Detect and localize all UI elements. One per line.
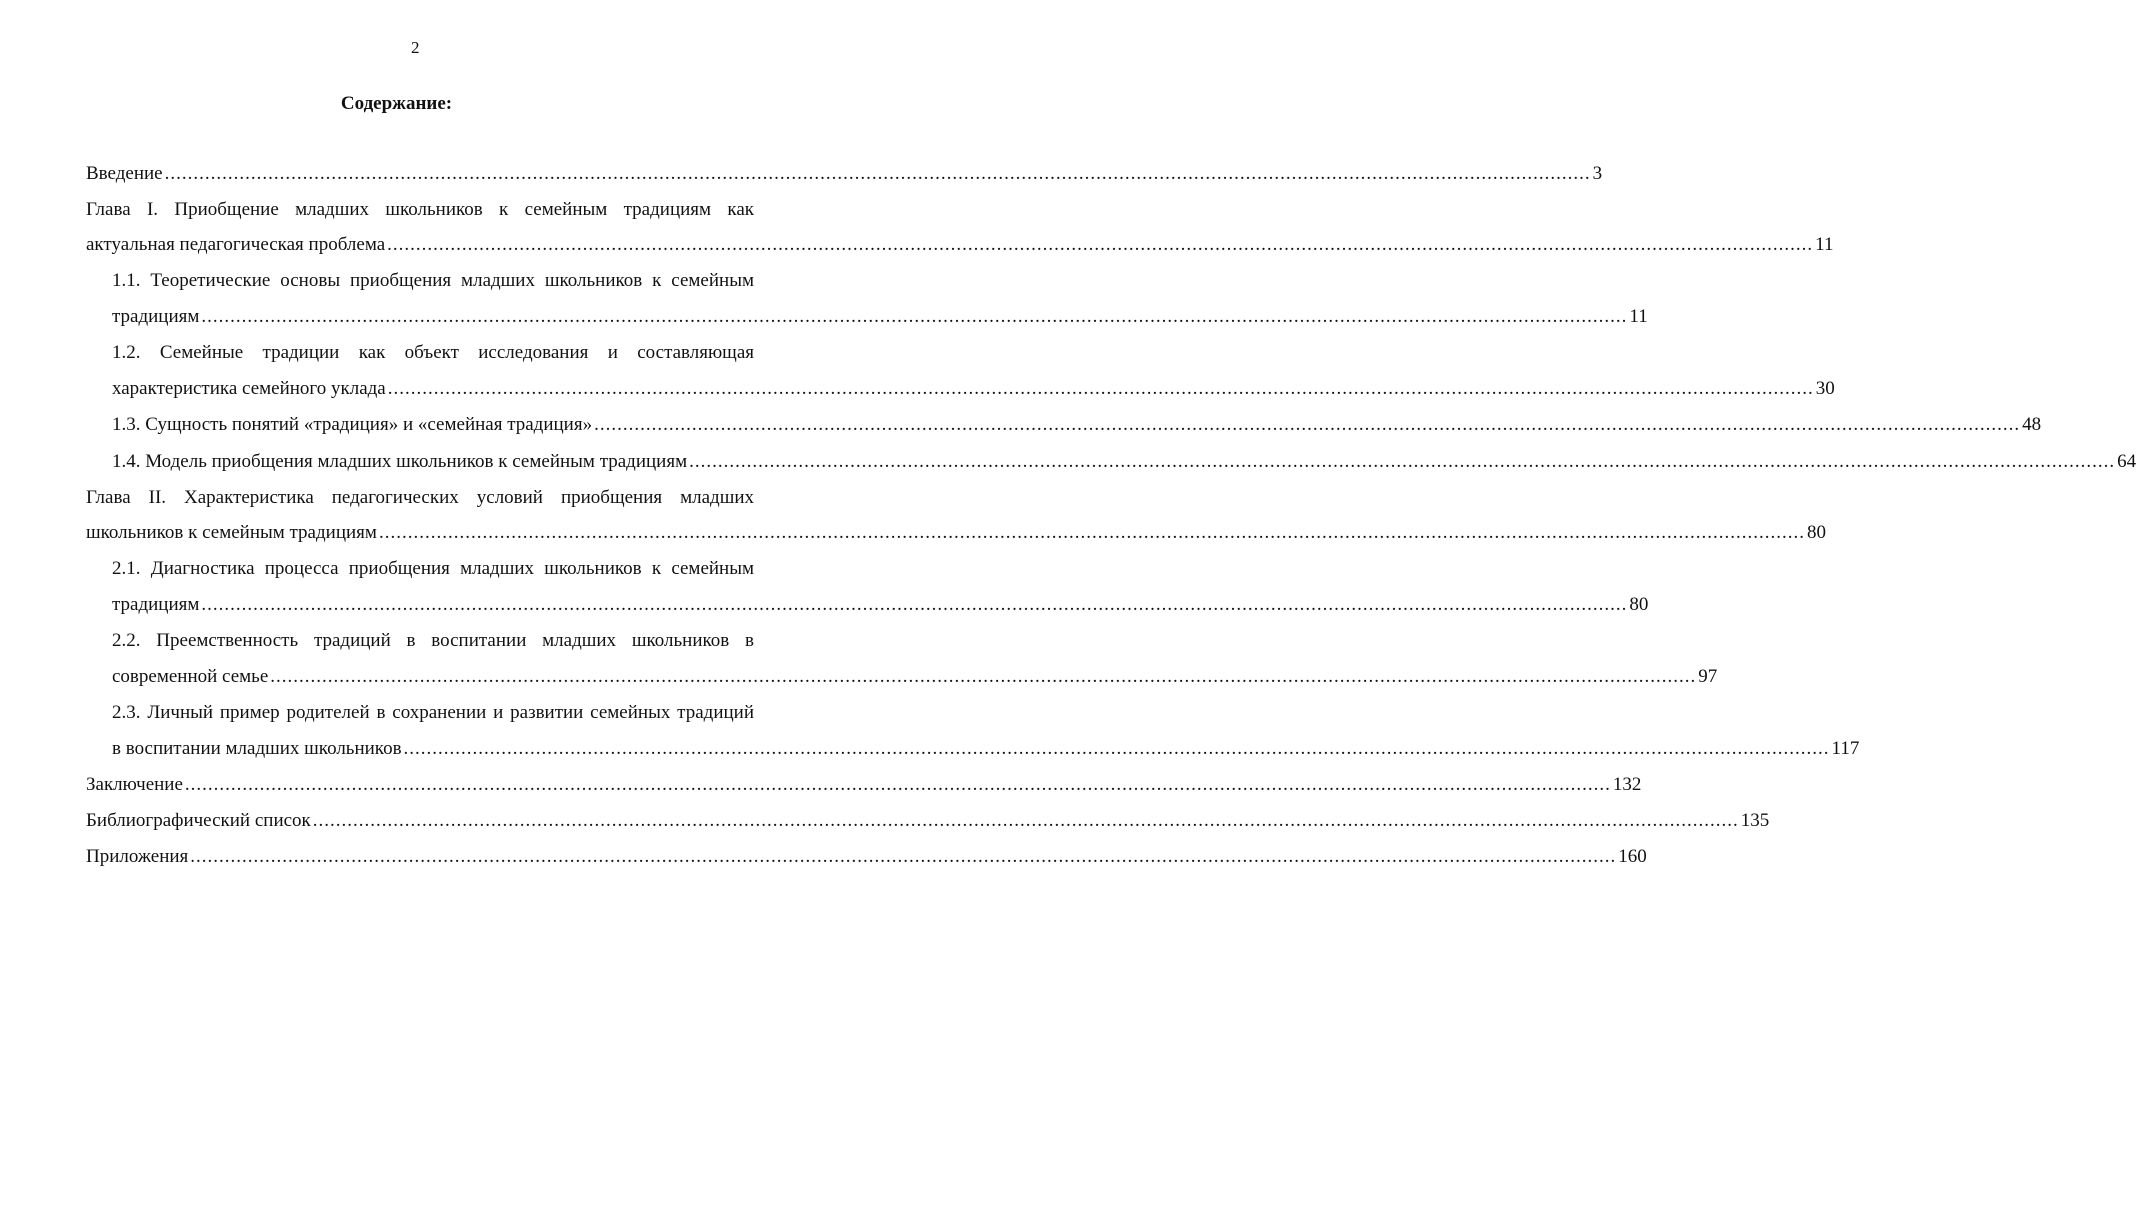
toc-entry-text: 1.4. Модель приобщения младших школьников к семейным традициям — [112, 451, 688, 472]
page-title: Содержание: — [340, 93, 453, 114]
toc-section-1-1-line1: 1.1. Теоретические основы приобщения младших школьников к семейным — [112, 270, 754, 291]
toc-entry-text: Введение — [86, 163, 163, 184]
dot-leader: ........................................................................................................................................................................................................................................................ — [201, 594, 1628, 615]
dot-leader: ........................................................................................................................................................................................................................................................ — [403, 738, 1830, 759]
toc-page-number: 80 — [1806, 522, 1826, 543]
toc-entry-text: современной семье — [112, 666, 269, 687]
dot-leader: ........................................................................................................................................................................................................................................................ — [164, 163, 1591, 184]
toc-entry-text: школьников к семейным традициям — [86, 522, 377, 543]
toc-entry-text: характеристика семейного уклада — [112, 378, 386, 399]
toc-entry-section-2-3 — [112, 737, 1860, 761]
toc-entry-chapter-2 — [86, 521, 1826, 545]
toc-page-number: 160 — [1618, 846, 1647, 867]
toc-page-number: 48 — [2022, 414, 2042, 435]
toc-entry-chapter-1 — [86, 233, 1834, 257]
toc-entry-text: Заключение — [86, 774, 183, 795]
dot-leader: ........................................................................................................................................................................................................................................................ — [387, 234, 1814, 255]
dot-leader: ........................................................................................................................................................................................................................................................ — [270, 666, 1697, 687]
toc-entry-text: в воспитании младших школьников — [112, 738, 402, 759]
toc-page-number: 11 — [1629, 306, 1648, 327]
dot-leader: ........................................................................................................................................................................................................................................................ — [387, 378, 1814, 399]
dot-leader: ........................................................................................................................................................................................................................................................ — [594, 414, 2021, 435]
toc-entry-text: актуальная педагогическая проблема — [86, 234, 386, 255]
dot-leader: ........................................................................................................................................................................................................................................................ — [378, 522, 1805, 543]
dot-leader: ........................................................................................................................................................................................................................................................ — [190, 846, 1617, 867]
dot-leader: ........................................................................................................................................................................................................................................................ — [689, 451, 2116, 472]
toc-entry-section-1-2 — [112, 377, 1835, 401]
toc-entry-text: Приложения — [86, 846, 189, 867]
toc-entry-text: традициям — [112, 594, 200, 615]
toc-entry-section-1-1 — [112, 305, 1648, 329]
dot-leader: ........................................................................................................................................................................................................................................................ — [184, 774, 1611, 795]
toc-entry-section-1-4 — [112, 450, 2136, 474]
toc-entry-section-2-1 — [112, 593, 1649, 617]
toc-section-2-2-line1: 2.2. Преемственность традиций в воспитании младших школьников в — [112, 630, 754, 651]
toc-page-number: 135 — [1740, 810, 1770, 831]
dot-leader: ........................................................................................................................................................................................................................................................ — [312, 810, 1739, 831]
toc-entry-conclusion — [86, 773, 1642, 797]
toc-chapter-2-line1: Глава II. Характеристика педагогических условий приобщения младших — [86, 487, 754, 508]
toc-page-number: 132 — [1612, 774, 1642, 795]
toc-page-number: 11 — [1815, 234, 1834, 255]
toc-page-number: 80 — [1629, 594, 1649, 615]
toc-entry-text: Библиографический список — [86, 810, 311, 831]
toc-page-number: 97 — [1698, 666, 1718, 687]
toc-section-2-1-line1: 2.1. Диагностика процесса приобщения младших школьников к семейным — [112, 558, 754, 579]
toc-chapter-1-line1: Глава I. Приобщение младших школьников к семейным традициям как — [86, 199, 754, 220]
toc-page-number: 3 — [1592, 163, 1603, 184]
toc-entry-introduction — [86, 162, 1603, 186]
dot-leader: ........................................................................................................................................................................................................................................................ — [201, 306, 1628, 327]
page-number: 2 — [411, 38, 420, 57]
toc-entry-text: 1.3. Сущность понятий «традиция» и «семейная традиция» — [112, 414, 593, 435]
toc-entry-text: традициям — [112, 306, 200, 327]
toc-page-number: 117 — [1831, 738, 1860, 759]
toc-section-2-3-line1: 2.3. Личный пример родителей в сохранении и развитии семейных традиций — [112, 702, 754, 723]
toc-page-number: 30 — [1815, 378, 1835, 399]
toc-page-number: 64 — [2117, 451, 2136, 472]
toc-section-1-2-line1: 1.2. Семейные традиции как объект исследования и составляющая — [112, 342, 754, 363]
toc-entry-section-2-2 — [112, 665, 1718, 689]
toc-entry-section-1-3 — [112, 413, 2042, 437]
toc-entry-appendix — [86, 845, 1647, 869]
toc-entry-bibliography — [86, 809, 1770, 833]
